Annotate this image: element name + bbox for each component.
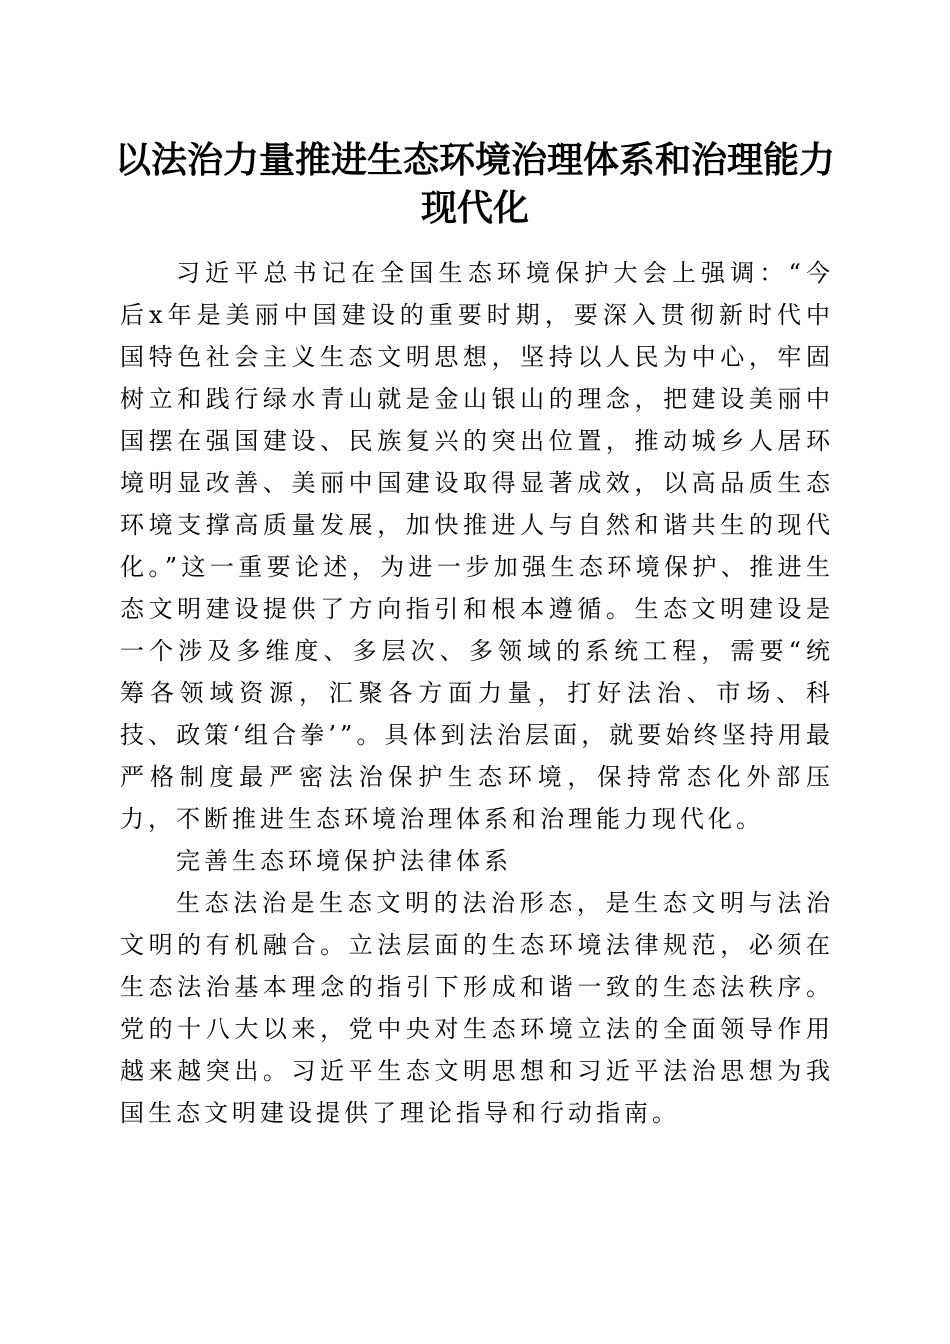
paragraph-intro: 习近平总书记在全国生态环境保护大会上强调：“今后x年是美丽中国建设的重要时期，要深入贯彻新时代中国特色社会主义生态文明思想，坚持以人民为中心，牢固树立和践行绿水青山就是金山银山的理念，把建设美丽中国摆在强国建设、民族复兴的突出位置，推动城乡人居环境明显改善、美丽中国建设取得显著成效，以高品质生态环境支撑高质量发展，加快推进人与自然和谐共生的现代化。”这一重要论述，为进一步加强生态环境保护、推进生态文明建设提供了方向指引和根本遵循。生态文明建设是一个涉及多维度、多层次、多领域的系统工程，需要“统筹各领域资源，汇聚各方面力量，打好法治、市场、科技、政策‘组合拳’”。具体到法治层面，就要始终坚持用最严格制度最严密法治保护生态环境，保持常态化外部压力，不断推进生态环境治理体系和治理能力现代化。 xyxy=(120,259,834,833)
document-body xyxy=(120,252,834,1134)
section-heading: 完善生态环境保护法律体系 xyxy=(176,847,512,875)
paragraph-section-1: 生态法治是生态文明的法治形态，是生态文明与法治文明的有机融合。立法层面的生态环境法律规范，必须在生态法治基本理念的指引下形成和谐一致的生态法秩序。党的十八大以来，党中央对生态环境立法的全面领导作用越来越突出。习近平生态文明思想和习近平法治思想为我国生态文明建设提供了理论指导和行动指南。 xyxy=(120,889,834,1127)
document-title: 以法治力量推进生态环境治理体系和治理能力现代化 xyxy=(114,139,835,229)
